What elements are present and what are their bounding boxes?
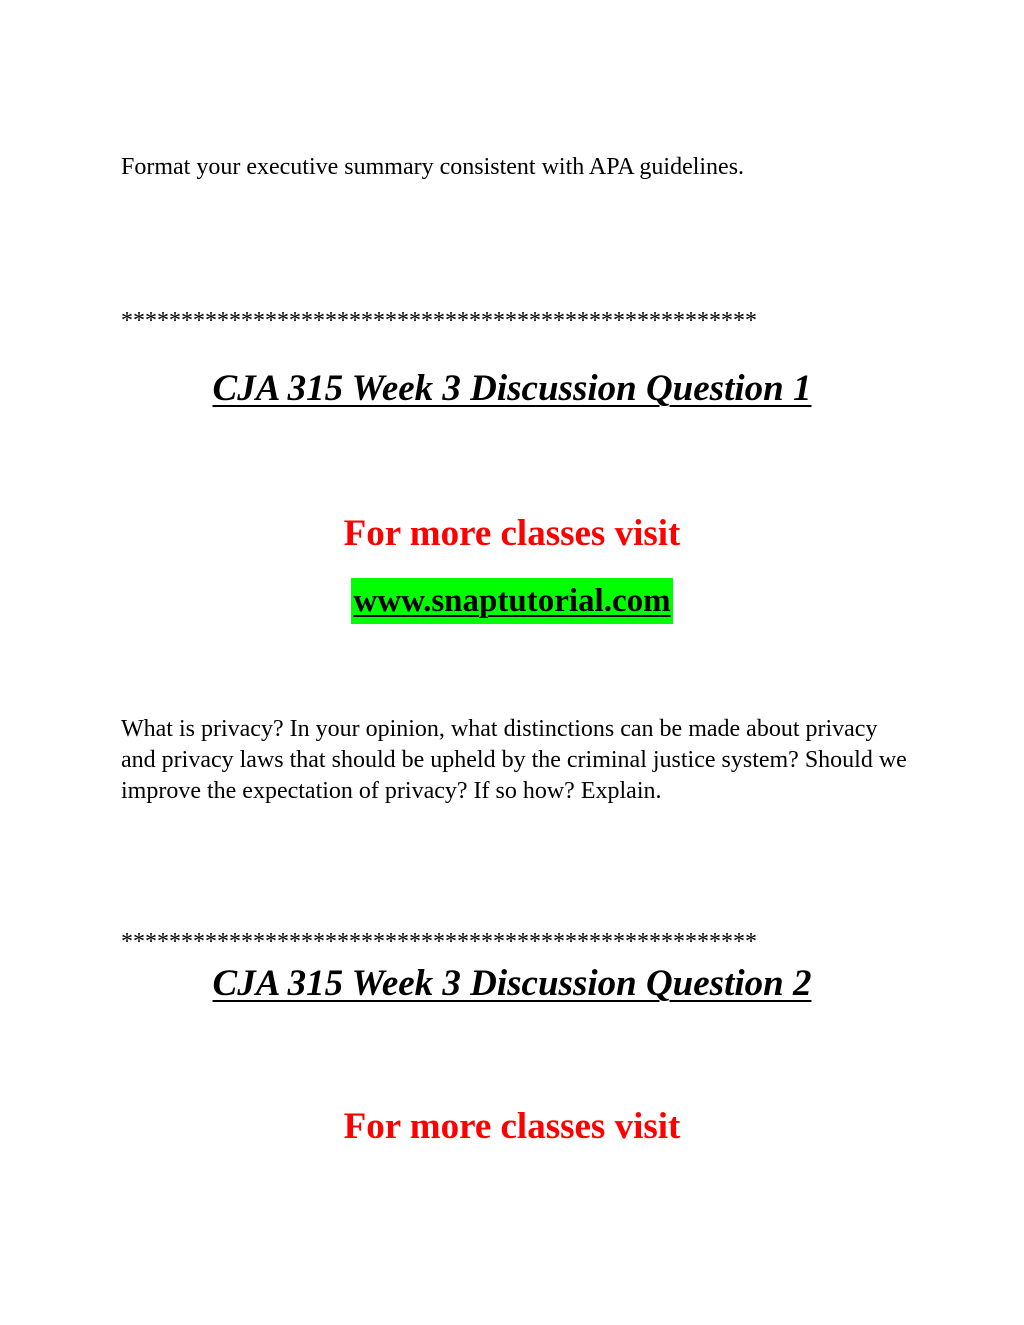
snaptutorial-link[interactable]: www.snaptutorial.com bbox=[351, 578, 672, 624]
separator-stars-2: ***************************************************** bbox=[121, 929, 757, 955]
question-2-promo: For more classes visit bbox=[343, 1106, 681, 1147]
question-1-promo: For more classes visit bbox=[343, 513, 681, 554]
question-2-heading: CJA 315 Week 3 Discussion Question 2 bbox=[212, 963, 812, 1004]
question-1-body: What is privacy? In your opinion, what distinctions can be made about privacy and privacy laws that should be upheld by the criminal justice system? Should we improve the expectation of privacy? If so how? Explain. bbox=[121, 716, 907, 804]
question-1-link-wrap bbox=[0, 578, 1024, 624]
separator-stars-1: ***************************************************** bbox=[121, 308, 757, 334]
intro-instruction: Format your executive summary consistent with APA guidelines. bbox=[121, 154, 745, 180]
question-1-heading: CJA 315 Week 3 Discussion Question 1 bbox=[212, 368, 812, 409]
